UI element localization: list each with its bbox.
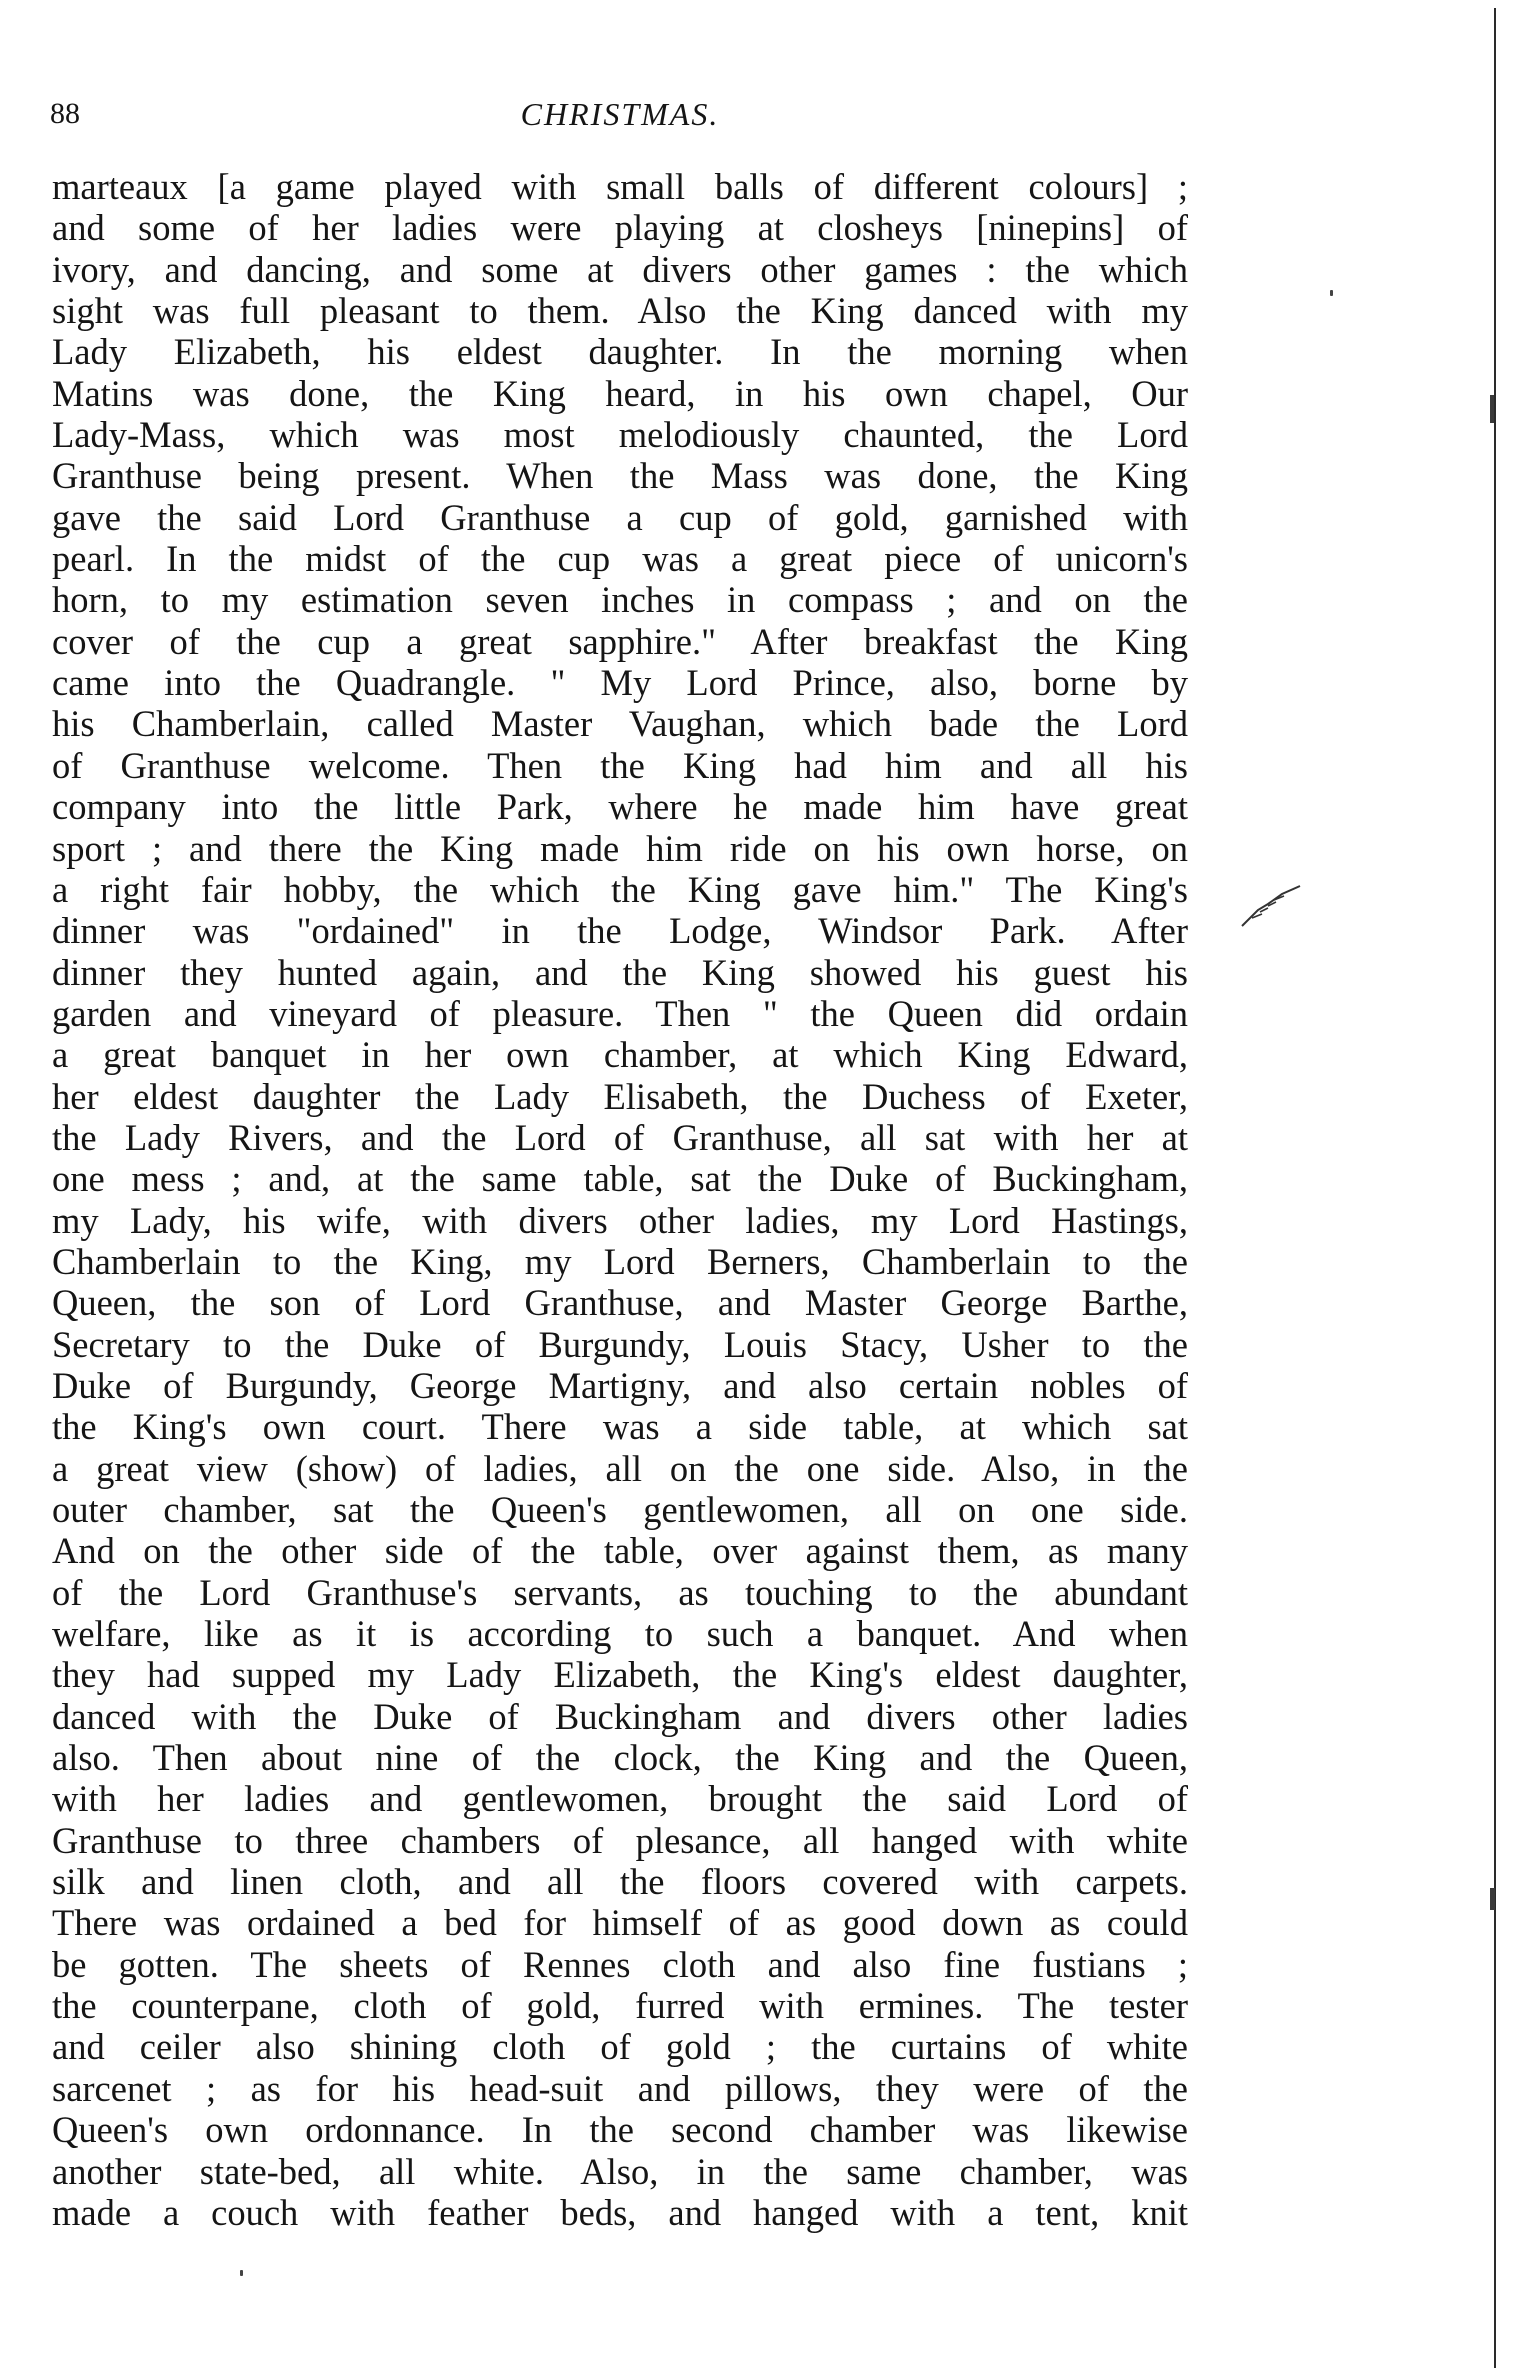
text-line: another state-bed, all white. Also, in the same chamber, was: [52, 2150, 1188, 2192]
text-line: made a couch with feather beds, and hanged with a tent, knit: [52, 2191, 1188, 2233]
text-line: cover of the cup a great sapphire." After breakfast the King: [52, 620, 1188, 662]
text-line: sight was full pleasant to them. Also the King danced with my: [52, 290, 1188, 332]
text-line: be gotten. The sheets of Rennes cloth and also fine fustians ;: [52, 1943, 1188, 1985]
text-line: pearl. In the midst of the cup was a great piece of unicorn's: [52, 538, 1188, 580]
text-line: came into the Quadrangle. " My Lord Prince, also, borne by: [52, 662, 1188, 704]
text-line: and ceiler also shining cloth of gold ; the curtains of white: [52, 2026, 1188, 2068]
text-line: her eldest daughter the Lady Elisabeth, the Duchess of Exeter,: [52, 1075, 1188, 1117]
text-line: the counterpane, cloth of gold, furred with ermines. The tester: [52, 1985, 1188, 2027]
running-title: CHRISTMAS.: [520, 96, 720, 132]
text-line: marteaux [a game played with small balls of different colours] ;: [52, 166, 1188, 207]
text-line: and some of her ladies were playing at closheys [ninepins] of: [52, 207, 1188, 249]
text-line: Matins was done, the King heard, in his own chapel, Our: [52, 372, 1188, 414]
text-line: Duke of Burgundy, George Martigny, and also certain nobles of: [52, 1364, 1188, 1406]
text-line: the King's own court. There was a side table, at which sat: [52, 1406, 1188, 1448]
page-header: [50, 92, 1190, 136]
text-line: Secretary to the Duke of Burgundy, Louis Stacy, Usher to the: [52, 1323, 1188, 1365]
text-line: a great banquet in her own chamber, at which King Edward,: [52, 1034, 1188, 1076]
text-line: There was ordained a bed for himself of as good down as could: [52, 1902, 1188, 1944]
body-text: [52, 166, 1188, 2233]
text-line: also. Then about nine of the clock, the King and the Queen,: [52, 1737, 1188, 1779]
text-line: dinner was "ordained" in the Lodge, Windsor Park. After: [52, 910, 1188, 952]
text-line: horn, to my estimation seven inches in compass ; and on the: [52, 579, 1188, 621]
ink-speck: [1330, 290, 1333, 296]
text-line: Queen's own ordonnance. In the second chamber was likewise: [52, 2109, 1188, 2151]
text-line: a great view (show) of ladies, all on the one side. Also, in the: [52, 1447, 1188, 1489]
text-line: dinner they hunted again, and the King showed his guest his: [52, 951, 1188, 993]
text-line: my Lady, his wife, with divers other ladies, my Lord Hastings,: [52, 1199, 1188, 1241]
text-line: Granthuse to three chambers of plesance, all hanged with white: [52, 1819, 1188, 1861]
text-line: Lady-Mass, which was most melodiously chaunted, the Lord: [52, 414, 1188, 456]
text-line: company into the little Park, where he made him have great: [52, 786, 1188, 828]
text-line: sport ; and there the King made him ride on his own horse, on: [52, 827, 1188, 869]
text-line: Queen, the son of Lord Granthuse, and Master George Barthe,: [52, 1282, 1188, 1324]
page-number: 88: [50, 97, 80, 130]
text-line: a right fair hobby, the which the King gave him." The King's: [52, 868, 1188, 910]
scan-edge-line: [1494, 8, 1496, 2368]
text-line: outer chamber, sat the Queen's gentlewomen, all on one side.: [52, 1489, 1188, 1530]
text-line: garden and vineyard of pleasure. Then " the Queen did ordain: [52, 992, 1188, 1034]
text-line: gave the said Lord Granthuse a cup of gold, garnished with: [52, 496, 1188, 538]
text-line: with her ladies and gentlewomen, brought the said Lord of: [52, 1778, 1188, 1820]
pencil-mark: [1238, 882, 1308, 932]
scan-edge-mark: [1490, 395, 1494, 423]
text-line: And on the other side of the table, over against them, as many: [52, 1530, 1188, 1572]
text-line: Granthuse being present. When the Mass was done, the King: [52, 455, 1188, 497]
text-line: of the Lord Granthuse's servants, as touching to the abundant: [52, 1571, 1188, 1613]
text-line: Lady Elizabeth, his eldest daughter. In the morning when: [52, 331, 1188, 373]
text-line: ivory, and dancing, and some at divers other games : the which: [52, 248, 1188, 290]
text-line: of Granthuse welcome. Then the King had him and all his: [52, 744, 1188, 786]
text-line: they had supped my Lady Elizabeth, the King's eldest daughter,: [52, 1654, 1188, 1696]
text-line: the Lady Rivers, and the Lord of Granthuse, all sat with her at: [52, 1116, 1188, 1158]
text-line: his Chamberlain, called Master Vaughan, which bade the Lord: [52, 703, 1188, 745]
text-line: Chamberlain to the King, my Lord Berners, Chamberlain to the: [52, 1240, 1188, 1282]
text-line: danced with the Duke of Buckingham and divers other ladies: [52, 1695, 1188, 1737]
text-line: welfare, like as it is according to such a banquet. And when: [52, 1613, 1188, 1655]
text-line: sarcenet ; as for his head-suit and pillows, they were of the: [52, 2067, 1188, 2109]
text-line: one mess ; and, at the same table, sat the Duke of Buckingham,: [52, 1158, 1188, 1200]
scan-edge-mark: [1490, 1888, 1495, 1910]
text-line: silk and linen cloth, and all the floors covered with carpets.: [52, 1861, 1188, 1903]
ink-speck: [240, 2270, 243, 2276]
